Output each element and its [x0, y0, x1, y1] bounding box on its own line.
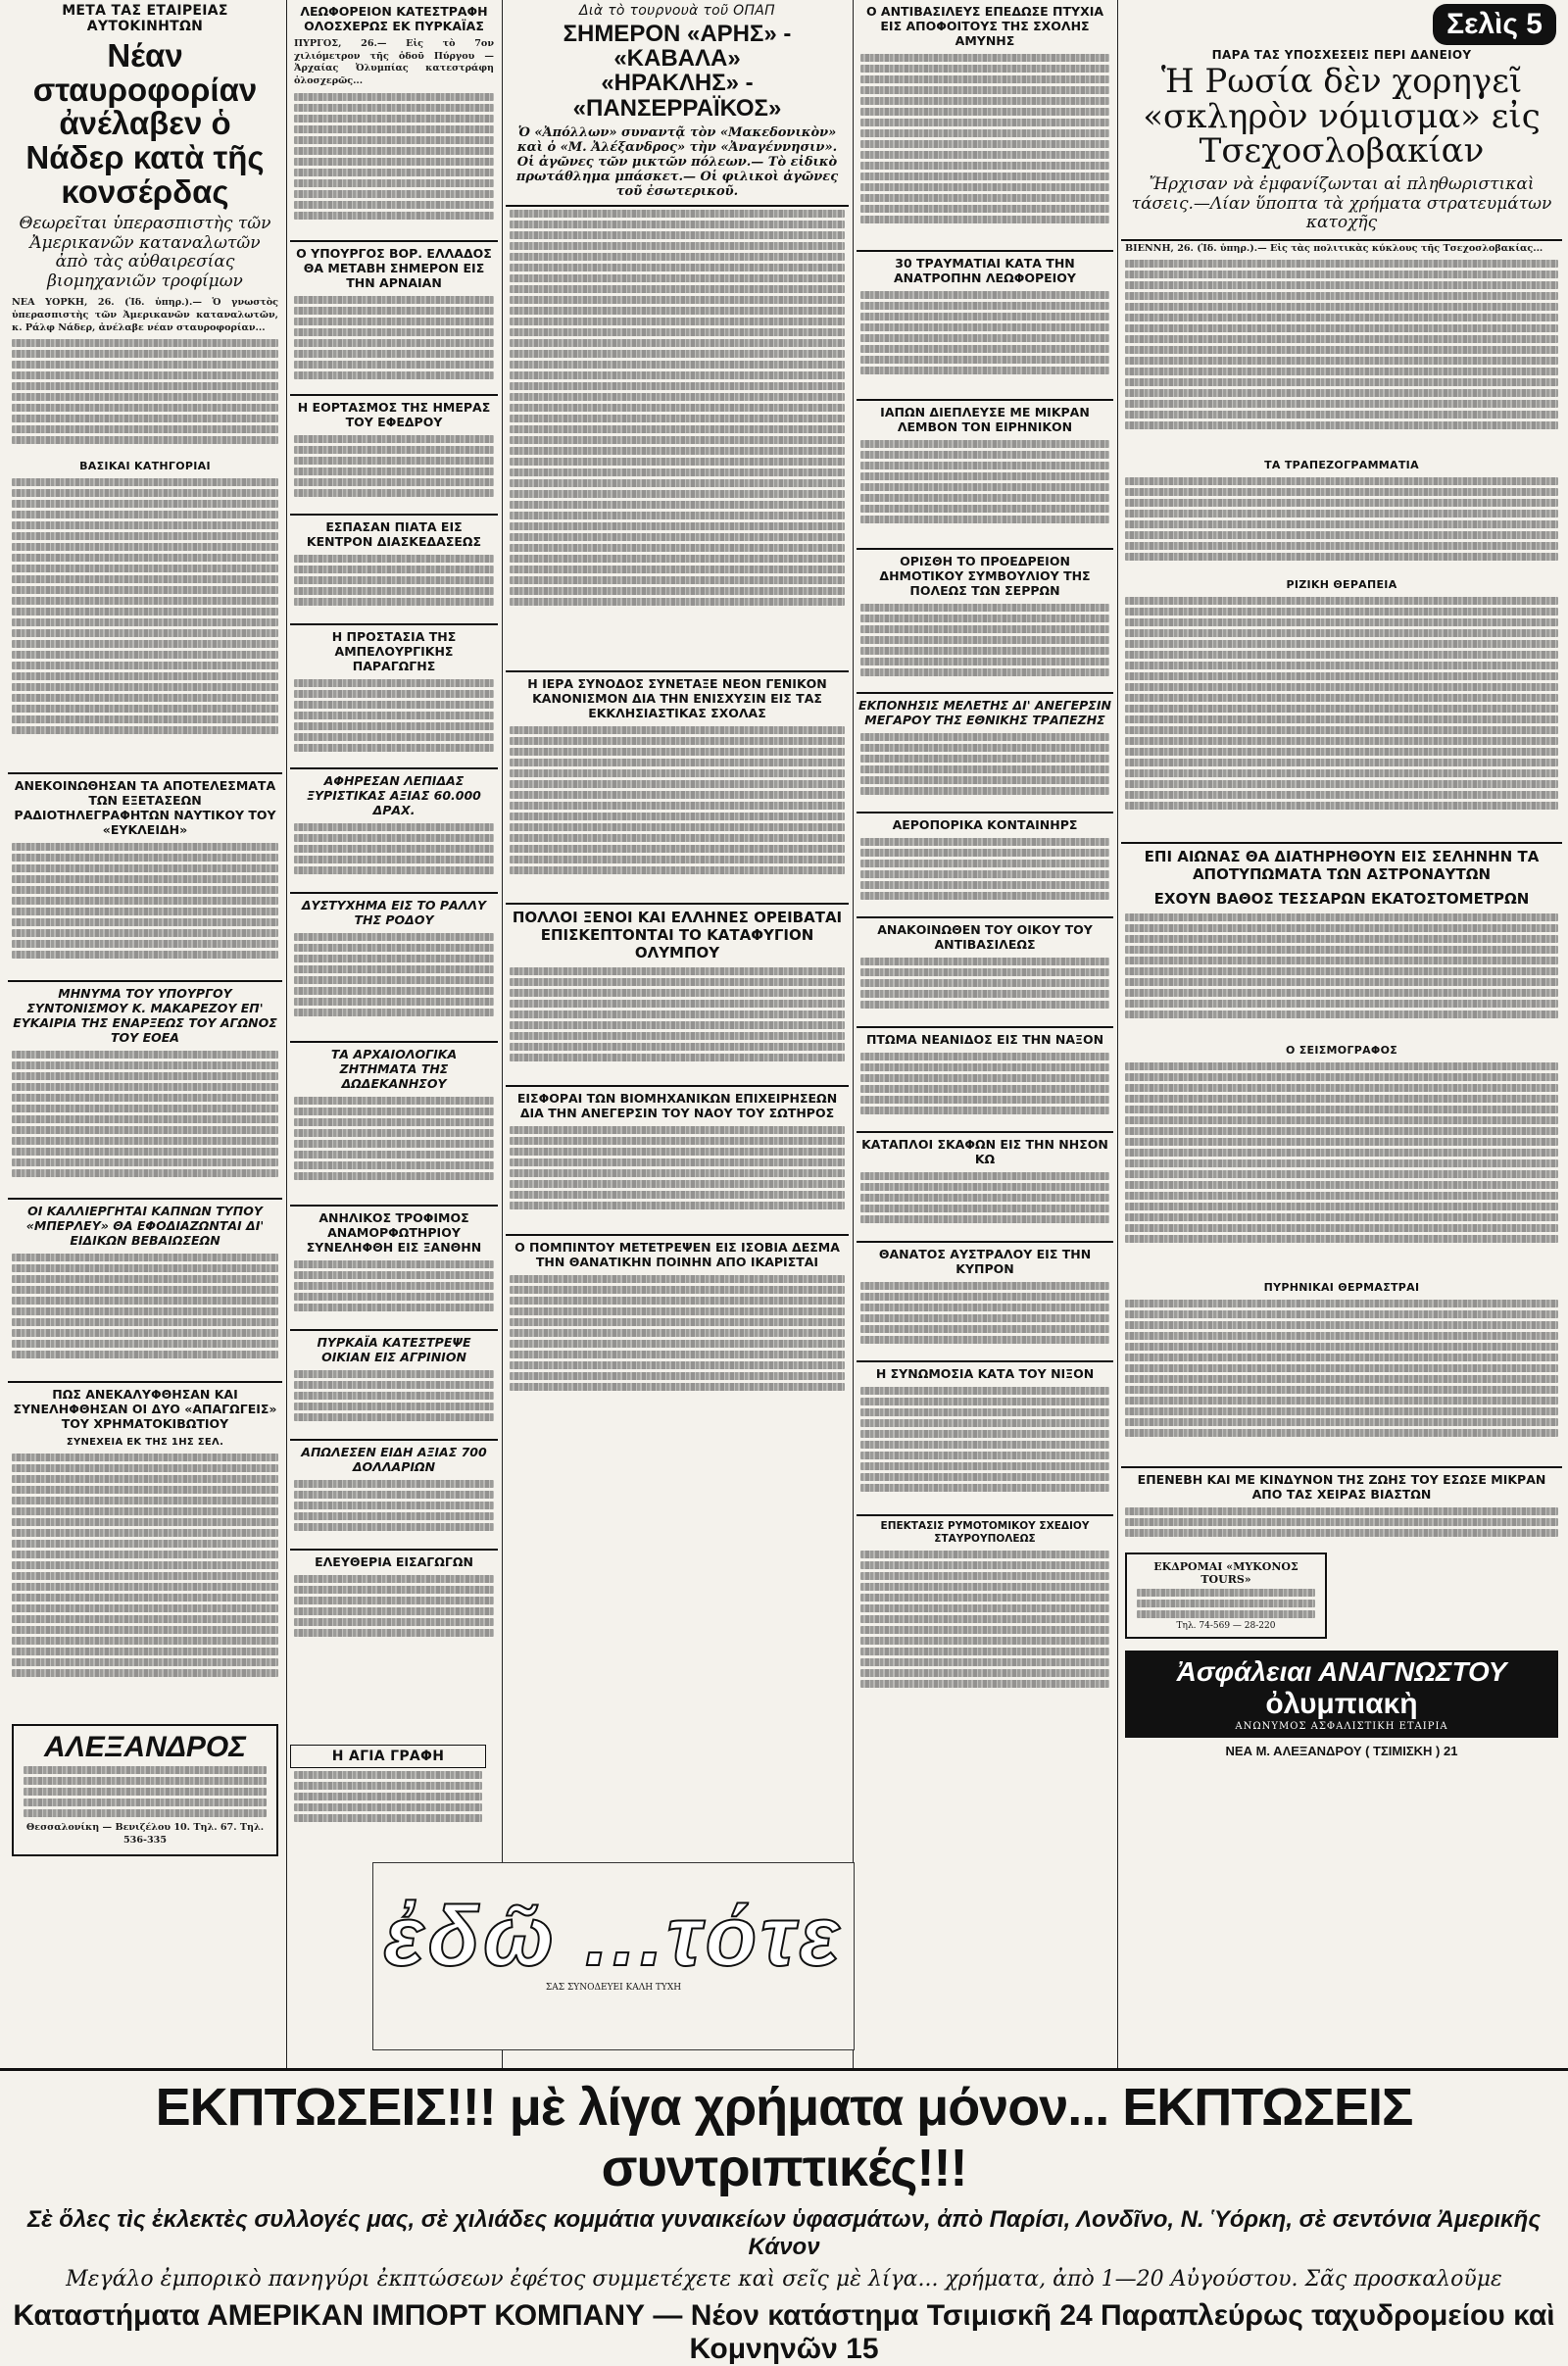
article-headline: Ο ΥΠΟΥΡΓΟΣ ΒΟΡ. ΕΛΛΑΔΟΣ ΘΑ ΜΕΤΑΒΗ ΣΗΜΕΡΟΝ ΕΙΣ ΤΗΝ ΑΡΝΑΙΑΝ: [290, 240, 498, 293]
article-headline: ΘΑΝΑΤΟΣ ΑΥΣΤΡΑΛΟΥ ΕΙΣ ΤΗΝ ΚΥΠΡΟΝ: [857, 1241, 1113, 1279]
column-3: [506, 0, 849, 2068]
article-headline: Η ΠΡΟΣΤΑΣΙΑ ΤΗΣ ΑΜΠΕΛΟΥΡΓΙΚΗΣ ΠΑΡΑΓΩΓΗΣ: [290, 623, 498, 676]
article-body: [290, 1575, 498, 1653]
article-body: [290, 435, 498, 514]
article-body: [1121, 260, 1562, 456]
subheadline: Θεωρεῖται ὑπερασπιστὴς τῶν Ἀμερικανῶν καταναλωτῶν ἀπὸ τὰς αὐθαιρεσίας βιομηχανιῶν τροφίμων: [19, 214, 271, 291]
agia-grafi-box: [290, 1745, 486, 1862]
article-headline: ΑΕΡΟΠΟΡΙΚΑ ΚΟΝΤΑΙΝΗΡΣ: [857, 812, 1113, 835]
article-body: [506, 1275, 849, 1422]
section-subhead: ΤΑ ΤΡΑΠΕΖΟΓΡΑΜΜΑΤΙΑ: [1264, 459, 1419, 472]
article-body: [857, 1053, 1113, 1131]
ad-address: ΝΕΑ Μ. ΑΛΕΞΑΝΔΡΟΥ ( ΤΣΙΜΙΣΚΗ ) 21: [1225, 1744, 1458, 1759]
article-body: [8, 339, 282, 457]
article-body: [290, 1370, 498, 1439]
section-subhead: ΒΑΣΙΚΑΙ ΚΑΤΗΓΟΡΙΑΙ: [79, 460, 211, 473]
article-headline: ΕΣΠΑΣΑΝ ΠΙΑΤΑ ΕΙΣ ΚΕΝΤΡΟΝ ΔΙΑΣΚΕΔΑΣΕΩΣ: [290, 514, 498, 552]
article-headline: ΔΥΣΤΥΧΗΜΑ ΕΙΣ ΤΟ ΡΑΛΛΥ ΤΗΣ ΡΟΔΟΥ: [290, 892, 498, 930]
section-subhead: ΡΙΖΙΚΗ ΘΕΡΑΠΕΙΑ: [1286, 578, 1397, 592]
ad-logo: ἐδῶ ...τότε: [383, 1890, 844, 1984]
center-ad: [372, 1862, 855, 2050]
article-body: [290, 1480, 498, 1549]
headline: «ΗΡΑΚΛΗΣ» - «ΠΑΝΣΕΡΡΑΪΚΟΣ»: [572, 70, 782, 122]
ad-brand-sub: ὀλυμπιακὴ: [1265, 1688, 1418, 1721]
column-rule: [1117, 0, 1118, 2068]
article-headline: ΠΩΣ ΑΝΕΚΑΛΥΦΘΗΣΑΝ ΚΑΙ ΣΥΝΕΛΗΦΘΗΣΑΝ ΟΙ ΔΥΟ «ΑΠΑΓΩΓΕΙΣ» ΤΟΥ ΧΡΗΜΑΤΟΚΙΒΩΤΙΟΥ: [8, 1381, 282, 1434]
article-headline: 30 ΤΡΑΥΜΑΤΙΑΙ ΚΑΤΑ ΤΗΝ ΑΝΑΤΡΟΠΗΝ ΛΕΩΦΟΡΕΙΟΥ: [857, 250, 1113, 288]
ad-title: ΑΛΕΞΑΝΔΡΟΣ: [44, 1731, 246, 1764]
article-headline: ΠΤΩΜΑ ΝΕΑΝΙΔΟΣ ΕΙΣ ΤΗΝ ΝΑΞΟΝ: [857, 1026, 1113, 1050]
article-headline: ΕΠΙ ΑΙΩΝΑΣ ΘΑ ΔΙΑΤΗΡΗΘΟΥΝ ΕΙΣ ΣΕΛΗΝΗΝ ΤΑ ΑΠΟΤΥΠΩΜΑΤΑ ΤΩΝ ΑΣΤΡΟΝΑΥΤΩΝ: [1121, 842, 1562, 886]
dateline: ΝΕΑ ΥΟΡΚΗ, 26. (Ἰδ. ὑπηρ.).— Ὁ γνωστὸς ὑπερασπιστὴς τῶν Ἀμερικανῶν καταναλωτῶν, κ. Ράλφ Νάδερ, ἀνέλαβε νέαν σταυροφορίαν...: [12, 297, 278, 333]
section-subhead: Ο ΣΕΙΣΜΟΓΡΑΦΟΣ: [1285, 1044, 1398, 1058]
article-headline: Η ΣΥΝΩΜΟΣΙΑ ΚΑΤΑ ΤΟΥ ΝΙΞΟΝ: [857, 1360, 1113, 1384]
mykonos-tours-ad: [1125, 1553, 1327, 1639]
headline: Νέαν σταυροφορίαν ἀνέλαβεν ὁ Νάδερ κατὰ τῆς κονσέρδας: [25, 37, 265, 210]
dateline: ΠΥΡΓΟΣ, 26.— Εἰς τὸ 7ον χιλιόμετρον τῆς ὁδοῦ Πύργου — Ἀρχαίας Ὀλυμπίας κατεστράφη ὁλοσχερῶς...: [294, 38, 494, 86]
article-headline: ΑΦΗΡΕΣΑΝ ΛΕΠΙΔΑΣ ΞΥΡΙΣΤΙΚΑΣ ΑΞΙΑΣ 60.000 ΔΡΑΧ.: [290, 767, 498, 820]
article-body: [290, 296, 498, 394]
article-body: [1121, 1062, 1562, 1278]
article-body: [857, 291, 1113, 399]
article-body: [506, 1126, 849, 1234]
article-headline: ΑΝΗΛΙΚΟΣ ΤΡΟΦΙΜΟΣ ΑΝΑΜΟΡΦΩΤΗΡΙΟΥ ΣΥΝΕΛΗΦΘΗ ΕΙΣ ΞΑΝΘΗΝ: [290, 1205, 498, 1257]
article-body: [1121, 1507, 1562, 1547]
dateline: ΒΙΕΝΝΗ, 26. (Ἰδ. ὑπηρ.).— Εἰς τὰς πολιτικὰς κύκλους τῆς Τσεχοσλοβακίας...: [1125, 242, 1544, 254]
banner-line-4: Καταστήματα ΑΜΕΡΙΚΑΝ ΙΜΠΟΡΤ ΚΟΜΠΑΝΥ — Νέον κατάστημα Τσιμισκῆ 24 Παραπλεύρως ταχυδρομείου καὶ Κομνηνῶν 15: [13, 2299, 1555, 2365]
article-headline: ΠΥΡΚΑΪΑ ΚΑΤΕΣΤΡΕΨΕ ΟΙΚΙΑΝ ΕΙΣ ΑΓΡΙΝΙΟΝ: [290, 1329, 498, 1367]
article-headline: ΑΝΑΚΟΙΝΩΘΕΝ ΤΟΥ ΟΙΚΟΥ ΤΟΥ ΑΝΤΙΒΑΣΙΛΕΩΣ: [857, 916, 1113, 955]
article-body: [1121, 1300, 1562, 1466]
article-body: [290, 1260, 498, 1329]
headline: Ἡ Ρωσία δὲν χορηγεῖ «σκληρὸν νόμισμα» εἰς Τσεχοσλοβακίαν: [1143, 62, 1541, 172]
banner-headline: ΕΚΠΤΩΣΕΙΣ!!! μὲ λίγα χρήματα μόνον... ΕΚΠΤΩΣΕΙΣ συντριπτικές!!!: [155, 2078, 1413, 2197]
article-body: [290, 93, 498, 240]
article-body: [506, 210, 849, 670]
continued-label: ΣΥΝΕΧΕΙΑ ΕΚ ΤΗΣ 1ΗΣ ΣΕΛ.: [66, 1437, 224, 1449]
kicker: ΠΑΡΑ ΤΑΣ ΥΠΟΣΧΕΣΕΙΣ ΠΕΡΙ ΔΑΝΕΙΟΥ: [1211, 48, 1472, 62]
article-headline: Η ΙΕΡΑ ΣΥΝΟΔΟΣ ΣΥΝΕΤΑΞΕ ΝΕΟΝ ΓΕΝΙΚΟΝ ΚΑΝΟΝΙΣΜΟΝ ΔΙΑ ΤΗΝ ΕΝΙΣΧΥΣΙΝ ΕΙΣ ΤΑΣ ΕΚΚΛΗΣΙΑΣΤΙΚΑΣ ΣΧΟΛΑΣ: [506, 670, 849, 723]
article-body: [857, 1172, 1113, 1241]
column-rule: [502, 0, 503, 2068]
article-body: [857, 1551, 1113, 1717]
article-body: [8, 478, 282, 772]
article-headline: ΕΠΕΝΕΒΗ ΚΑΙ ΜΕ ΚΙΝΔΥΝΟΝ ΤΗΣ ΖΩΗΣ ΤΟΥ ΕΣΩΣΕ ΜΙΚΡΑΝ ΑΠΟ ΤΑΣ ΧΕΙΡΑΣ ΒΙΑΣΤΩΝ: [1121, 1466, 1562, 1504]
article-body: [1121, 913, 1562, 1041]
box-title: Η ΑΓΙΑ ΓΡΑΦΗ: [290, 1745, 486, 1768]
article-headline: ΛΕΩΦΟΡΕΙΟΝ ΚΑΤΕΣΤΡΑΦΗ ΟΛΟΣΧΕΡΩΣ ΕΚ ΠΥΡΚΑΪΑΣ: [300, 4, 488, 33]
article-headline: ΑΠΩΛΕΣΕΝ ΕΙΔΗ ΑΞΙΑΣ 700 ΔΟΛΛΑΡΙΩΝ: [290, 1439, 498, 1477]
page-number: Σελὶς 5: [1433, 4, 1556, 45]
article-body: [857, 958, 1113, 1026]
ad-address: Θεσσαλονίκη — Βενιζέλου 10. Τηλ. 67. Τηλ. 536-335: [25, 1821, 265, 1846]
column-rule: [853, 0, 854, 2068]
column-1: [8, 0, 282, 2068]
ad-brand: Ἀσφάλειαι ΑΝΑΓΝΩΣΤΟΥ: [1176, 1656, 1507, 1688]
banner-line-2: Σὲ ὅλες τὶς ἐκλεκτὲς συλλογές μας, σὲ χιλιάδες κομμάτια γυναικείων ὑφασμάτων, ἀπὸ Παρίσι, Λονδῖνο, Ν. Ὑόρκη, σὲ σεντόνια Ἀμερικῆς Κάνον: [26, 2206, 1542, 2260]
article-headline: ΠΟΛΛΟΙ ΞΕΝΟΙ ΚΑΙ ΕΛΛΗΝΕΣ ΟΡΕΙΒΑΤΑΙ ΕΠΙΣΚΕΠΤΟΝΤΑΙ ΤΟ ΚΑΤΑΦΥΓΙΟΝ ΟΛΥΜΠΟΥ: [506, 903, 849, 964]
headline: ΣΗΜΕΡΟΝ «ΑΡΗΣ» - «ΚΑΒΑΛΑ»: [563, 21, 792, 73]
article-headline: ΕΚΠΟΝΗΣΙΣ ΜΕΛΕΤΗΣ ΔΙ' ΑΝΕΓΕΡΣΙΝ ΜΕΓΑΡΟΥ ΤΗΣ ΕΘΝΙΚΗΣ ΤΡΑΠΕΖΗΣ: [857, 692, 1113, 730]
article-subheadline: ΕΧΟΥΝ ΒΑΘΟΣ ΤΕΣΣΑΡΩΝ ΕΚΑΤΟΣΤΟΜΕΤΡΩΝ: [1153, 890, 1530, 909]
article-body: [506, 726, 849, 903]
alexandros-ad: [12, 1724, 278, 1856]
column-5: [1121, 0, 1562, 2068]
article-headline: ΟΡΙΣΘΗ ΤΟ ΠΡΟΕΔΡΕΙΟΝ ΔΗΜΟΤΙΚΟΥ ΣΥΜΒΟΥΛΙΟΥ ΤΗΣ ΠΟΛΕΩΣ ΤΩΝ ΣΕΡΡΩΝ: [857, 548, 1113, 601]
article-headline: ΟΙ ΚΑΛΛΙΕΡΓΗΤΑΙ ΚΑΠΝΩΝ ΤΥΠΟΥ «ΜΠΕΡΛΕΥ» ΘΑ ΕΦΟΔΙΑΖΩΝΤΑΙ ΔΙ' ΕΙΔΙΚΩΝ ΒΕΒΑΙΩΣΕΩΝ: [8, 1198, 282, 1251]
article-body: [857, 1387, 1113, 1514]
article-body: [290, 679, 498, 767]
ad-phone: Τηλ. 74-569 — 28-220: [1176, 1621, 1276, 1632]
kicker: Διὰ τὸ τουρνουὰ τοῦ ΟΠΑΠ: [579, 3, 775, 19]
article-body: [506, 967, 849, 1085]
column-rule: [286, 0, 287, 2068]
ad-caption: ΣΑΣ ΣΥΝΟΔΕΥΕΙ ΚΑΛΗ ΤΥΧΗ: [545, 1983, 682, 1994]
banner-line-3: Μεγάλο ἐμπορικὸ πανηγύρι ἐκπτώσεων ἐφέτος συμμετέχετε καὶ σεῖς μὲ λίγα... χρήματα, ἀπὸ 1—20 Αὐγούστου. Σᾶς προσκαλοῦμε: [66, 2267, 1502, 2292]
article-body: [857, 733, 1113, 812]
article-headline: Ο ΠΟΜΠΙΝΤΟΥ ΜΕΤΕΤΡΕΨΕΝ ΕΙΣ ΙΣΟΒΙΑ ΔΕΣΜΑ ΤΗΝ ΘΑΝΑΤΙΚΗΝ ΠΟΙΝΗΝ ΑΠΟ ΙΚΑΡΙΣΤΑΙ: [506, 1234, 849, 1272]
article-body: [290, 823, 498, 892]
article-body: [1121, 477, 1562, 575]
article-headline: ΕΙΣΦΟΡΑΙ ΤΩΝ ΒΙΟΜΗΧΑΝΙΚΩΝ ΕΠΙΧΕΙΡΗΣΕΩΝ ΔΙΑ ΤΗΝ ΑΝΕΓΕΡΣΙΝ ΤΟΥ ΝΑΟΥ ΤΟΥ ΣΩΤΗΡΟΣ: [506, 1085, 849, 1123]
article-body: [857, 54, 1113, 250]
article-body: [8, 1454, 282, 1718]
subheadline: Ἤρχισαν νὰ ἐμφανίζωνται αἱ πληθωριστικαὶ τάσεις.—Λίαν ὕποπτα τὰ χρήματα στρατευμάτων κατοχῆς: [1121, 170, 1562, 241]
article-headline: ΕΠΕΚΤΑΣΙΣ ΡΥΜΟΤΟΜΙΚΟΥ ΣΧΕΔΙΟΥ ΣΤΑΥΡΟΥΠΟΛΕΩΣ: [857, 1514, 1113, 1548]
article-body: [857, 838, 1113, 916]
article-headline: ΙΑΠΩΝ ΔΙΕΠΛΕΥΣΕ ΜΕ ΜΙΚΡΑΝ ΛΕΜΒΟΝ ΤΟΝ ΕΙΡΗΝΙΚΟΝ: [857, 399, 1113, 437]
section-subhead: ΠΥΡΗΝΙΚΑΙ ΘΕΡΜΑΣΤΡΑΙ: [1263, 1281, 1420, 1295]
ad-title: ΕΚΔΡΟΜΑΙ «ΜΥΚΟΝΟΣ TOURS»: [1153, 1560, 1298, 1587]
anagnostou-ad: [1125, 1651, 1558, 1738]
article-body: [290, 1097, 498, 1205]
article-body: [1121, 597, 1562, 842]
article-headline: Ο ΑΝΤΙΒΑΣΙΛΕΥΣ ΕΠΕΔΩΣΕ ΠΤΥΧΙΑ ΕΙΣ ΑΠΟΦΟΙΤΟΥΣ ΤΗΣ ΣΧΟΛΗΣ ΑΜΥΝΗΣ: [865, 4, 1104, 48]
article-headline: ΜΗΝΥΜΑ ΤΟΥ ΥΠΟΥΡΓΟΥ ΣΥΝΤΟΝΙΣΜΟΥ Κ. ΜΑΚΑΡΕΖΟΥ ΕΠ' ΕΥΚΑΙΡΙΑ ΤΗΣ ΕΝΑΡΞΕΩΣ ΤΟΥ ΑΓΩΝΟΣ ΤΟΥ ΕΟΕΑ: [8, 980, 282, 1048]
article-headline: ΤΑ ΑΡΧΑΙΟΛΟΓΙΚΑ ΖΗΤΗΜΑΤΑ ΤΗΣ ΔΩΔΕΚΑΝΗΣΟΥ: [290, 1041, 498, 1094]
article-body: [8, 1051, 282, 1198]
article-headline: ΑΝΕΚΟΙΝΩΘΗΣΑΝ ΤΑ ΑΠΟΤΕΛΕΣΜΑΤΑ ΤΩΝ ΕΞΕΤΑΣΕΩΝ ΡΑΔΙΟΤΗΛΕΓΡΑΦΗΤΩΝ ΝΑΥΤΙΚΟΥ ΤΟΥ «ΕΥΚΛΕΙΔΗ»: [8, 772, 282, 840]
subheadline: Ὁ «Ἀπόλλων» συναντᾷ τὸν «Μακεδονικὸν» καὶ ὁ «Μ. Ἀλέξανδρος» τὴν «Ἀναγέννησιν». Οἱ ἀγῶνες τῶν μικτῶν πόλεων.— Τὸ εἰδικὸ πρωτάθλημα μπάσκετ.— Οἱ φιλικοὶ ἀγῶνες τοῦ ἐσωτερικοῦ.: [506, 121, 849, 208]
article-body: [290, 933, 498, 1041]
article-body: [8, 1254, 282, 1381]
column-4: [857, 0, 1113, 2068]
article-body: [8, 843, 282, 980]
article-headline: ΕΛΕΥΘΕΡΙΑ ΕΙΣΑΓΩΓΩΝ: [290, 1549, 498, 1572]
article-body: [857, 604, 1113, 692]
article-body: [290, 555, 498, 623]
article-headline: ΚΑΤΑΠΛΟΙ ΣΚΑΦΩΝ ΕΙΣ ΤΗΝ ΝΗΣΟΝ ΚΩ: [857, 1131, 1113, 1169]
ad-small: ΑΝΩΝΥΜΟΣ ΑΣΦΑΛΙΣΤΙΚΗ ΕΤΑΙΡΙΑ: [1235, 1721, 1448, 1733]
article-headline: Η ΕΟΡΤΑΣΜΟΣ ΤΗΣ ΗΜΕΡΑΣ ΤΟΥ ΕΦΕΔΡΟΥ: [290, 394, 498, 432]
article-body: [857, 1282, 1113, 1360]
bottom-sale-banner: [0, 2068, 1568, 2365]
kicker: ΜΕΤΑ ΤΑΣ ΕΤΑΙΡΕΙΑΣ ΑΥΤΟΚΙΝΗΤΩΝ: [62, 3, 228, 34]
article-body: [857, 440, 1113, 548]
